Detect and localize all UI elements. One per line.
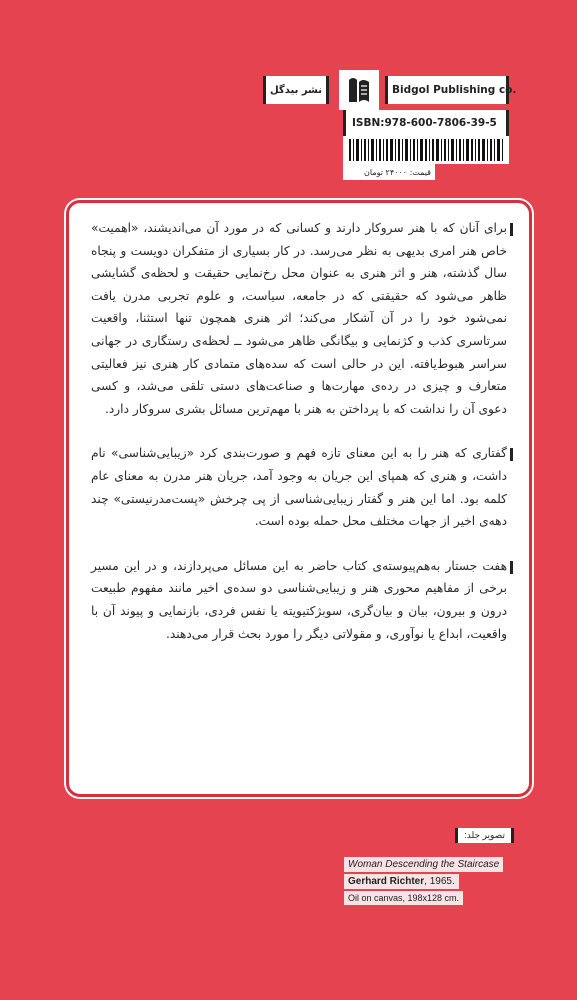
artwork-artist-line xyxy=(344,874,459,889)
publisher-strip xyxy=(263,76,517,184)
caption-label: تصویر جلد: xyxy=(455,828,514,843)
publisher-name-persian: نشر بیدگل xyxy=(263,76,329,104)
artwork-medium: Oil on canvas, 198x128 cm. xyxy=(344,891,463,905)
description-paragraph-3: هفت جستار به‌هم‌پیوسته‌ی کتاب حاضر به این مسائل می‌پردازند، و در این مسیر برخی از مفاهیم محوری هنر و زیبایی‌شناسی دو سده‌ی اخیر مانند مفهوم طبیعت درون و بیرون، بیان و بیان‌گری، سوبژکتیویته یا نفس فردی، بازنمایی و پیوند آن با واقعیت، ابداع یا نوآوری، و مقولاتی دیگر را مورد بحث قرار می‌دهند. xyxy=(91,555,507,645)
price-label: قیمت: ۲۴۰۰۰ تومان xyxy=(343,164,435,180)
artwork-artist: Gerhard Richter xyxy=(348,876,425,887)
artwork-title: Woman Descending the Staircase xyxy=(344,857,503,872)
publisher-name-english: Bidgol Publishing co. xyxy=(385,76,509,104)
cover-image-caption xyxy=(344,828,514,905)
isbn-label: ISBN:978-600-7806-39-5 xyxy=(343,110,509,136)
back-cover-text-panel xyxy=(66,200,532,797)
description-paragraph-1: برای آنان که با هنر سروکار دارند و کسانی که در مورد آن می‌اندیشند، «اهمیت» خاص هنر امری بدیهی به نظر می‌رسد. در کار بسیاری از متفکران دویست و پنجاه سال گذشته، هنر و اثر هنری به عنوان محل رخ‌نمایی حقیقت و لحظه‌ی گشایشی ظاهر می‌شود که حقیقتی که در جامعه، سیاست، و علوم تجربی مدرن یافت نمی‌شود خود را در آن آشکار می‌کند؛ اثر هنری همچون تنها استثنا، واقعیت سرتاسری کذب و کژنمایی و بیگانگی ظاهر می‌شود ــ لحظه‌ی رستگاری در جهانی سراسر هبوط‌یافته. این در حالی است که سده‌های متمادی کار هنری نیز فعالیتی متعارف و چیزی در رده‌ی مهارت‌ها و صناعت‌های دستی تلقی می‌شد، و کسی دعوی آن را نداشت که با پرداختن به هنر با مهم‌ترین مسائل بشری سروکار دارد. xyxy=(91,217,507,420)
artwork-year: , 1965. xyxy=(424,876,455,887)
barcode xyxy=(343,136,509,164)
publisher-logo-icon xyxy=(339,70,379,110)
description-paragraph-2: گفتاری که هنر را به این معنای تازه فهم و صورت‌بندی کرد «زیبایی‌شناسی» نام داشت، و هنری که همپای این جریان به وجود آمد، جریان هنر مدرن به معنای عام کلمه بود. اما این هنر و گفتار زیبایی‌شناسی از پی چرخش «پست‌مدرنیستی» چند دهه‌ی اخیر از جهات مختلف محل حمله بوده است. xyxy=(91,442,507,532)
